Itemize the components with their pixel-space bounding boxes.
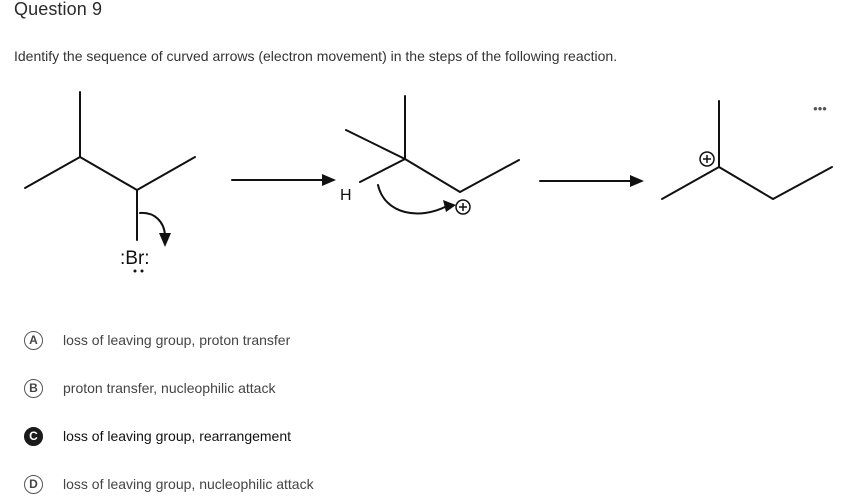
option-label: loss of leaving group, proton transfer (63, 332, 291, 348)
option-label: loss of leaving group, nucleophilic attack (63, 476, 314, 492)
option-letter-badge[interactable]: C (24, 427, 43, 446)
more-options-icon[interactable]: ••• (813, 101, 827, 116)
carbocation-icon (700, 152, 714, 166)
option-label: loss of leaving group, rearrangement (63, 428, 292, 444)
carbocation-icon (456, 200, 470, 214)
bromine-label: :Br: (120, 248, 150, 269)
answer-option-a[interactable] (24, 328, 290, 352)
option-letter-badge[interactable]: D (24, 475, 43, 494)
answer-option-c[interactable] (24, 424, 291, 448)
answer-option-b[interactable] (24, 376, 275, 400)
hydrogen-label: H (340, 187, 352, 204)
option-letter-badge[interactable]: B (24, 379, 43, 398)
question-prompt: Identify the sequence of curved arrows (electron movement) in the steps of the following reaction. (14, 48, 618, 64)
question-title: Question 9 (14, 0, 103, 19)
reaction-scheme (0, 80, 841, 300)
option-label: proton transfer, nucleophilic attack (63, 380, 276, 396)
option-letter-badge[interactable]: A (24, 331, 43, 350)
answer-option-d[interactable] (24, 472, 314, 496)
